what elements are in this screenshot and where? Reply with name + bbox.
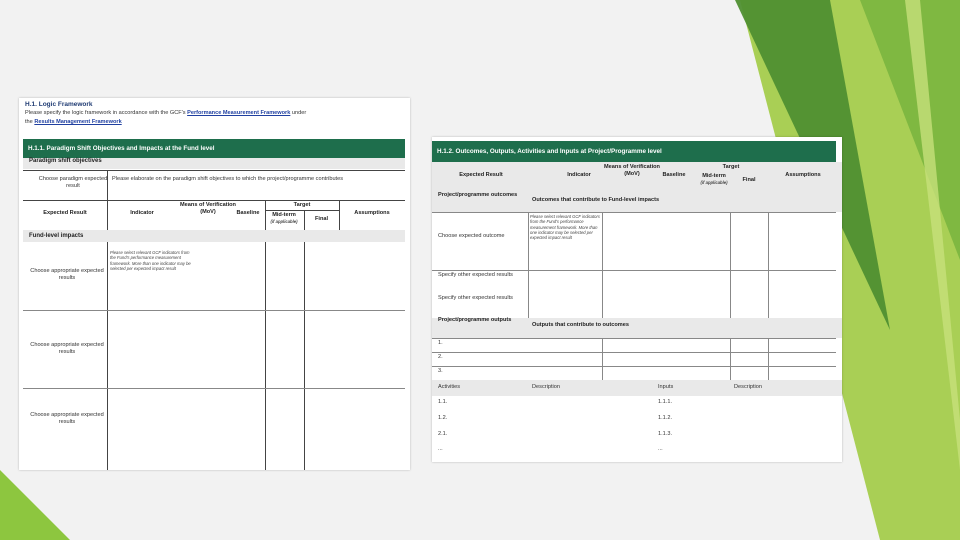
- outcome-choose-cell[interactable]: Choose expected outcome: [438, 233, 505, 239]
- impact-row-2-result[interactable]: Choose appropriate expected results: [30, 342, 104, 355]
- header-baseline: Baseline: [662, 172, 686, 178]
- header-expected-result: Expected Result: [459, 172, 503, 178]
- header-target: Target: [722, 164, 740, 170]
- specify-other-1[interactable]: Specify other expected results: [438, 272, 513, 278]
- output-item-1[interactable]: 1.: [438, 340, 443, 346]
- specify-other-2[interactable]: Specify other expected results: [438, 295, 513, 301]
- impact-row-1-result[interactable]: Choose appropriate expected results: [30, 268, 104, 281]
- intro-line-2: [25, 119, 122, 126]
- table-title-bar: H.1.1. Paradigm Shift Objectives and Impacts at the Fund level: [23, 139, 405, 158]
- activity-row-2[interactable]: 1.2.: [438, 415, 448, 421]
- intro-text: the: [25, 119, 33, 125]
- performance-framework-link[interactable]: Performance Measurement Framework: [187, 110, 291, 116]
- input-row-1[interactable]: 1.1.1.: [658, 399, 672, 405]
- input-row-3[interactable]: 1.1.3.: [658, 431, 672, 437]
- header-inputs: Inputs: [658, 384, 674, 390]
- activity-row-3[interactable]: 2.1.: [438, 431, 448, 437]
- mid-term-note: (if applicable): [700, 179, 728, 185]
- activity-row-1[interactable]: 1.1.: [438, 399, 448, 405]
- outcome-indicator-note: Please select relevant GCF indicators from the Fund's performance measurement framework. More than one indicator may be selected per expected impact result: [530, 214, 600, 240]
- header-final: Final: [314, 216, 329, 222]
- intro-text: Please specify the logic framework in accordance with the GCF's: [25, 110, 186, 116]
- outputs-label: Project/programme outputs: [438, 317, 512, 323]
- header-mid-term: [694, 173, 734, 185]
- header-assumptions: Assumptions: [354, 210, 390, 216]
- mid-term-label: Mid-term: [702, 173, 726, 179]
- header-means: Means of Verification (MoV): [604, 164, 660, 177]
- header-mid-term: [265, 212, 303, 224]
- output-item-3[interactable]: 3.: [438, 368, 443, 374]
- impact-row-3-result[interactable]: Choose appropriate expected results: [30, 412, 104, 425]
- paradigm-elaborate-cell[interactable]: [112, 176, 402, 183]
- output-item-2[interactable]: 2.: [438, 354, 443, 360]
- impact-row-1-indicator-note: Please select relevant GCF indicators from the Fund's performance measurement framework. More than one indicator may be selected per expected impact result: [110, 250, 191, 271]
- header-target: Target: [293, 202, 311, 208]
- section-title: H.1. Logic Framework: [25, 101, 93, 108]
- header-indicator: Indicator: [130, 210, 154, 216]
- outcomes-label: Project/programme outcomes: [438, 192, 518, 198]
- outcomes-outputs-document: [432, 137, 842, 462]
- activity-row-4[interactable]: ...: [438, 446, 443, 452]
- header-final: Final: [742, 177, 756, 183]
- intro-line-1: [25, 110, 306, 117]
- deco-bottom-left-triangle: [0, 470, 70, 540]
- mid-term-note: (if applicable): [270, 218, 298, 224]
- header-expected-result: Expected Result: [43, 210, 87, 216]
- results-framework-link[interactable]: Results Management Framework: [34, 119, 122, 125]
- activities-header-band: [432, 380, 842, 396]
- paradigm-choose-cell[interactable]: Choose paradigm expected result: [38, 176, 108, 189]
- fund-level-label: Fund-level impacts: [23, 230, 405, 242]
- header-means: Means of Verification (MoV): [180, 202, 236, 215]
- input-row-4[interactable]: ...: [658, 446, 663, 452]
- header-assumptions: Assumptions: [785, 172, 821, 178]
- header-baseline: Baseline: [236, 210, 260, 216]
- mid-term-label: Mid-term: [272, 212, 296, 218]
- header-indicator: Indicator: [567, 172, 591, 178]
- header-activities: Activities: [438, 384, 461, 390]
- logic-framework-document: [19, 98, 410, 470]
- header-input-description: Description: [734, 384, 762, 390]
- table-title-bar: H.1.2. Outcomes, Outputs, Activities and Inputs at Project/Programme level: [432, 141, 836, 162]
- paradigm-elaborate-text: Please elaborate on the paradigm shift objectives to which the project/programme contributes: [112, 176, 344, 182]
- outcomes-desc: Outcomes that contribute to Fund-level impacts: [532, 197, 660, 203]
- paradigm-label: Paradigm shift objectives: [23, 158, 405, 169]
- intro-text: under: [291, 110, 307, 116]
- input-row-2[interactable]: 1.1.2.: [658, 415, 672, 421]
- header-activity-description: Description: [532, 384, 560, 390]
- outputs-desc: Outputs that contribute to outcomes: [532, 322, 629, 328]
